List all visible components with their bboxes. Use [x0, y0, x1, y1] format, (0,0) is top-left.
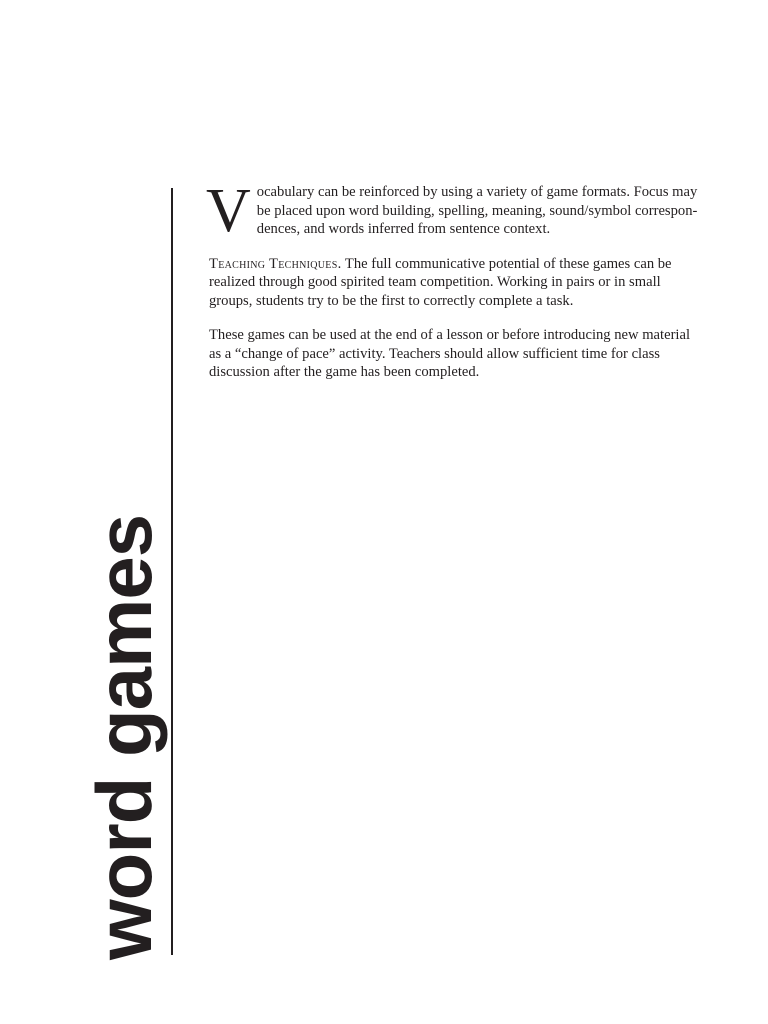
teaching-paragraph: [209, 255, 703, 311]
drop-cap: V: [206, 177, 251, 245]
teaching-text: The full communicative potential of these games can be realized through good spirited team competition. Working in pairs or in small groups, students try to be the first to correctly complete a task.: [209, 255, 672, 309]
usage-text: These games can be used at the end of a lesson or before introducing new material as a “change of pace” activity. Teachers should allow sufficient time for class discussion after the game has been completed.: [209, 327, 691, 380]
side-title: [80, 490, 168, 960]
intro-paragraph: [206, 177, 703, 245]
usage-paragraph: [209, 326, 703, 382]
vertical-divider: [171, 188, 173, 955]
body-text: [206, 177, 703, 398]
intro-text: ocabulary can be reinforced by using a variety of game formats. Focus may be placed upon word building, spelling, meaning, sound/symbol correspon-dences, and words inferred from sentence context.: [256, 184, 698, 237]
teaching-heading: Teaching Techniques.: [209, 255, 342, 272]
section-title: word games: [80, 514, 168, 960]
